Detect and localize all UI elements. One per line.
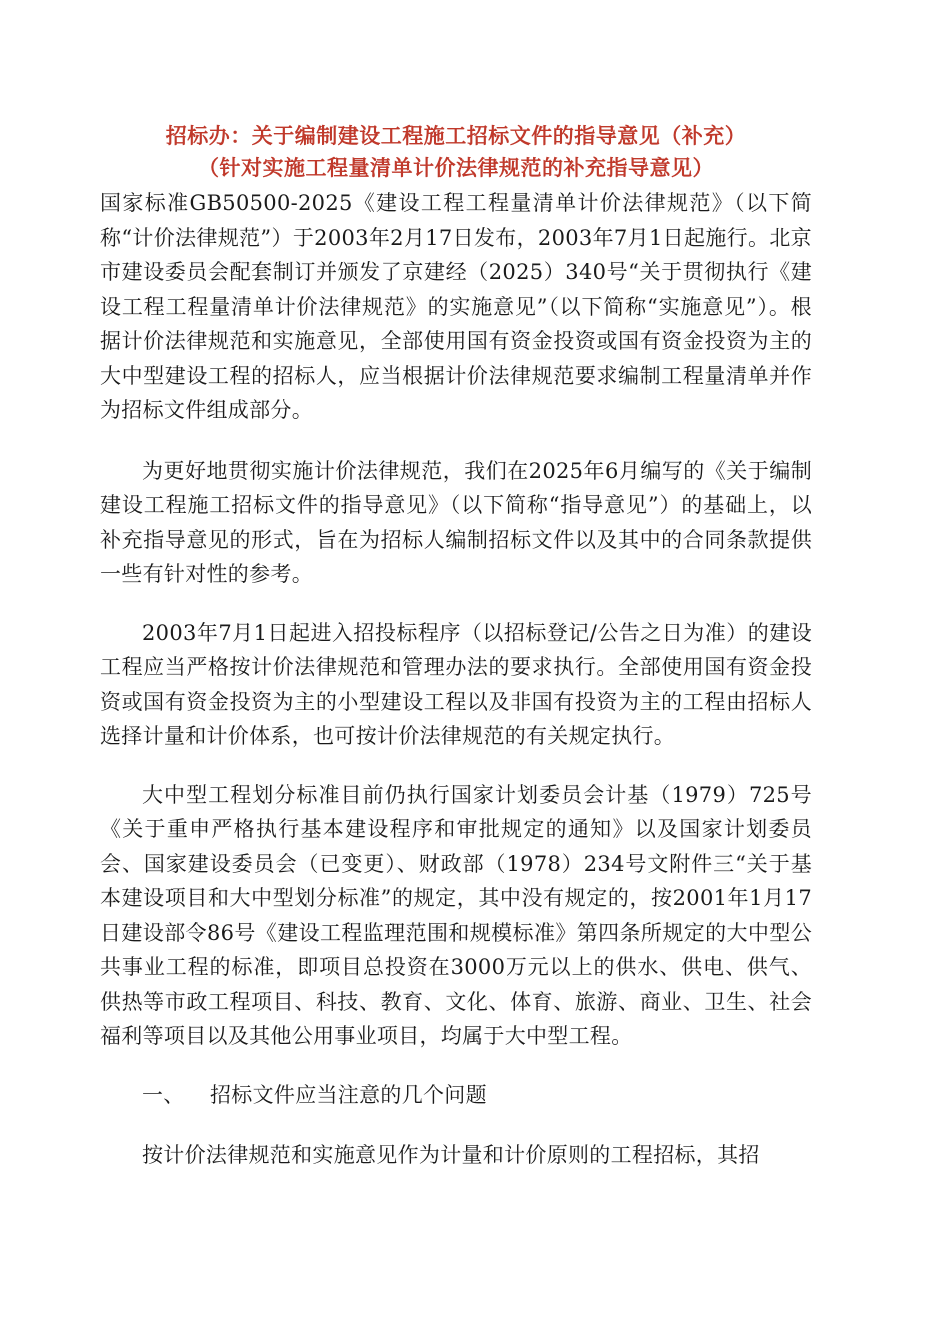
section-heading-text: 招标文件应当注意的几个问题 (210, 1082, 487, 1107)
section-heading (100, 1078, 812, 1112)
paragraph-3: 2003年7月1日起进入招投标程序（以招标登记/公告之日为准）的建设工程应当严格按计价法律规范和管理办法的要求执行。全部使用国有资金投资或国有资金投资为主的小型建设工程以及非国有投资为主的工程由招标人选择计量和计价体系，也可按计价法律规范的有关规定执行。 (100, 620, 812, 748)
paragraph-2: 为更好地贯彻实施计价法律规范，我们在2025年6月编写的《关于编制建设工程施工招标文件的指导意见》（以下简称“指导意见”）的基础上，以补充指导意见的形式，旨在为招标人编制招标文件以及其中的合同条款提供一些有针对性的参考。 (100, 458, 812, 586)
paragraph-1: 国家标准GB50500-2025《建设工程工程量清单计价法律规范》（以下简称“计价法律规范”）于2003年2月17日发布，2003年7月1日起施行。北京市建设委员会配套制订并颁发了京建经（2025）340号“关于贯彻执行《建设工程工程量清单计价法律规范》的实施意见”（以下简称“实施意见”）。根据计价法律规范和实施意见，全部使用国有资金投资或国有资金投资为主的大中型建设工程的招标人，应当根据计价法律规范要求编制工程量清单并作为招标文件组成部分。 (100, 191, 812, 422)
document-subtitle: （针对实施工程量清单计价法律规范的补充指导意见） (198, 155, 714, 180)
document-title: 招标办：关于编制建设工程施工招标文件的指导意见（补充） (165, 123, 747, 148)
paragraph-4: 大中型工程划分标准目前仍执行国家计划委员会计基（1979）725号《关于重申严格执行基本建设程序和审批规定的通知》以及国家计划委员会、国家建设委员会（已变更）、财政部（1978）234号文附件三“关于基本建设项目和大中型划分标准”的规定，其中没有规定的，按2001年1月17日建设部令86号《建设工程监理范围和规模标准》第四条所规定的大中型公共事业工程的标准，即项目总投资在3000万元以上的供水、供电、供气、供热等市政工程项目、科技、教育、文化、体育、旅游、商业、卫生、社会福利等项目以及其他公用事业项目，均属于大中型工程。 (100, 782, 812, 1048)
section-number: 一、 (142, 1082, 185, 1107)
paragraph-5: 按计价法律规范和实施意见作为计量和计价原则的工程招标，其招 (142, 1142, 760, 1167)
document-page (100, 120, 812, 1196)
